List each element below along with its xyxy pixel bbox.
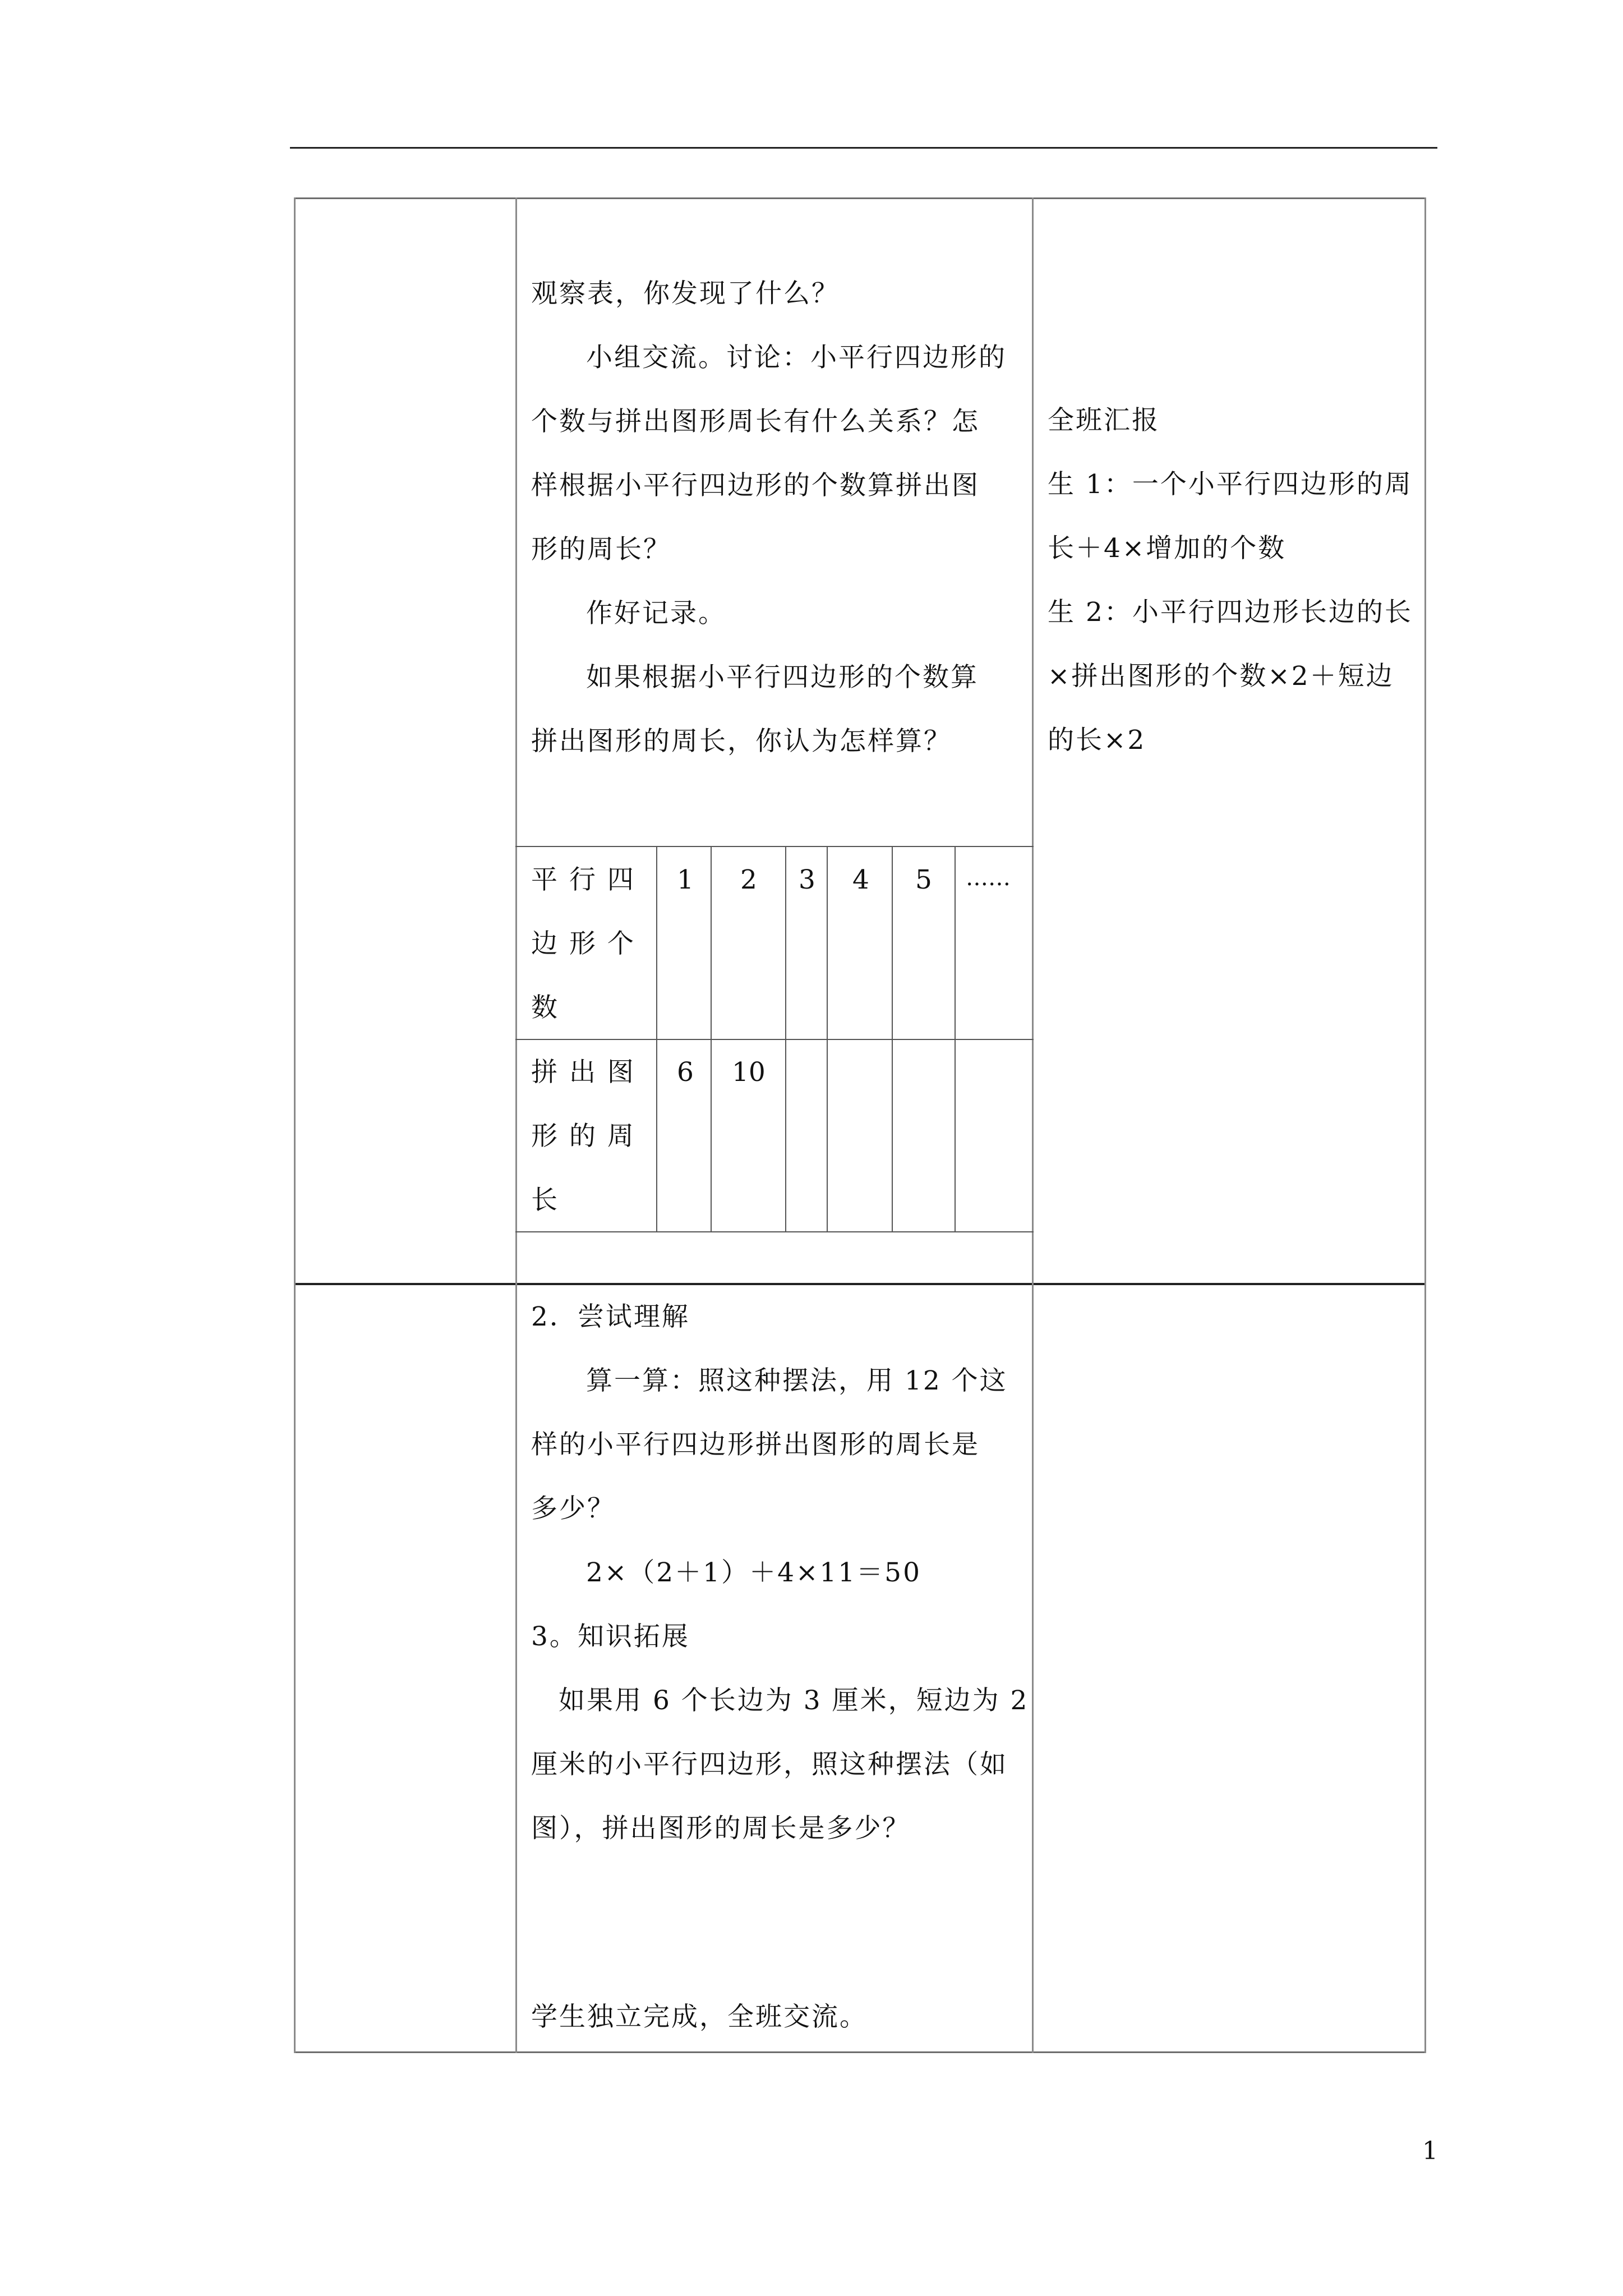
inner-col-line	[711, 846, 712, 1232]
perimeter-cell: 10	[732, 1057, 766, 1088]
inner-col-line	[656, 846, 657, 1232]
text-line: 生 2：小平行四边形长边的长	[1048, 597, 1413, 628]
inner-col-line	[955, 846, 956, 1232]
count-row-label: 平 行 四	[531, 864, 635, 895]
text-line: 全班汇报	[1048, 405, 1160, 436]
text-line: 多少？	[531, 1493, 615, 1524]
text-line: 观察表，你发现了什么？	[531, 278, 840, 309]
count-cell: 4	[852, 864, 869, 895]
count-row-label: 数	[531, 992, 559, 1023]
perimeter-cell: 6	[677, 1057, 694, 1088]
page-number: 1	[1422, 2137, 1438, 2165]
text-line: 如果用 6 个长边为 3 厘米，短边为 2	[559, 1685, 1029, 1716]
section-heading: 2．尝试理解	[531, 1301, 690, 1332]
inner-col-line	[892, 846, 893, 1232]
table-left-border	[294, 197, 296, 2053]
text-line: 作好记录。	[586, 598, 726, 629]
table-right-border	[1424, 197, 1426, 2053]
text-line: 样的小平行四边形拼出图形的周长是	[531, 1429, 980, 1460]
text-line: 样根据小平行四边形的个数算拼出图	[531, 470, 980, 501]
text-line: 算一算：照这种摆法，用 12 个这	[586, 1365, 1008, 1396]
text-line: 图），拼出图形的周长是多少？	[531, 1813, 911, 1844]
text-line: 厘米的小平行四边形，照这种摆法（如	[531, 1749, 1008, 1780]
count-cell: 5	[915, 864, 932, 895]
table-bottom-border	[294, 2051, 1426, 2053]
perimeter-row-label: 拼 出 图	[531, 1057, 635, 1088]
table-top-border	[294, 197, 1426, 199]
row-divider	[294, 1283, 1426, 1285]
text-line: 形的周长？	[531, 534, 671, 565]
count-row-label: 边 形 个	[531, 928, 635, 959]
inner-table-top	[515, 846, 1034, 847]
column-divider-1	[515, 197, 517, 2053]
perimeter-row-label: 长	[531, 1185, 559, 1216]
count-cell-ellipsis: ……	[966, 865, 1011, 891]
count-cell: 2	[740, 864, 757, 895]
formula: 2×（2＋1）＋4×11＝50	[586, 1557, 921, 1588]
text-line: 拼出图形的周长，你认为怎样算？	[531, 726, 952, 757]
inner-col-line	[827, 846, 828, 1232]
header-rule	[290, 147, 1437, 149]
text-line: 长＋4×增加的个数	[1048, 533, 1287, 564]
text-line: 学生独立完成，全班交流。	[531, 2001, 868, 2032]
text-line: 的长×2	[1048, 725, 1146, 756]
inner-table-bottom	[515, 1231, 1034, 1232]
text-line: 个数与拼出图形周长有什么关系？怎	[531, 406, 980, 437]
text-line: ×拼出图形的个数×2＋短边	[1048, 661, 1394, 692]
perimeter-row-label: 形 的 周	[531, 1121, 635, 1152]
section-heading: 3。知识拓展	[531, 1621, 690, 1652]
text-line: 如果根据小平行四边形的个数算	[586, 662, 979, 693]
inner-col-line	[785, 846, 786, 1232]
count-cell: 3	[799, 864, 815, 895]
text-line: 生 1：一个小平行四边形的周	[1048, 469, 1413, 500]
count-cell: 1	[677, 864, 694, 895]
column-divider-2	[1032, 197, 1034, 2053]
inner-table-mid	[515, 1039, 1034, 1040]
text-line: 小组交流。讨论：小平行四边形的	[586, 342, 1007, 373]
